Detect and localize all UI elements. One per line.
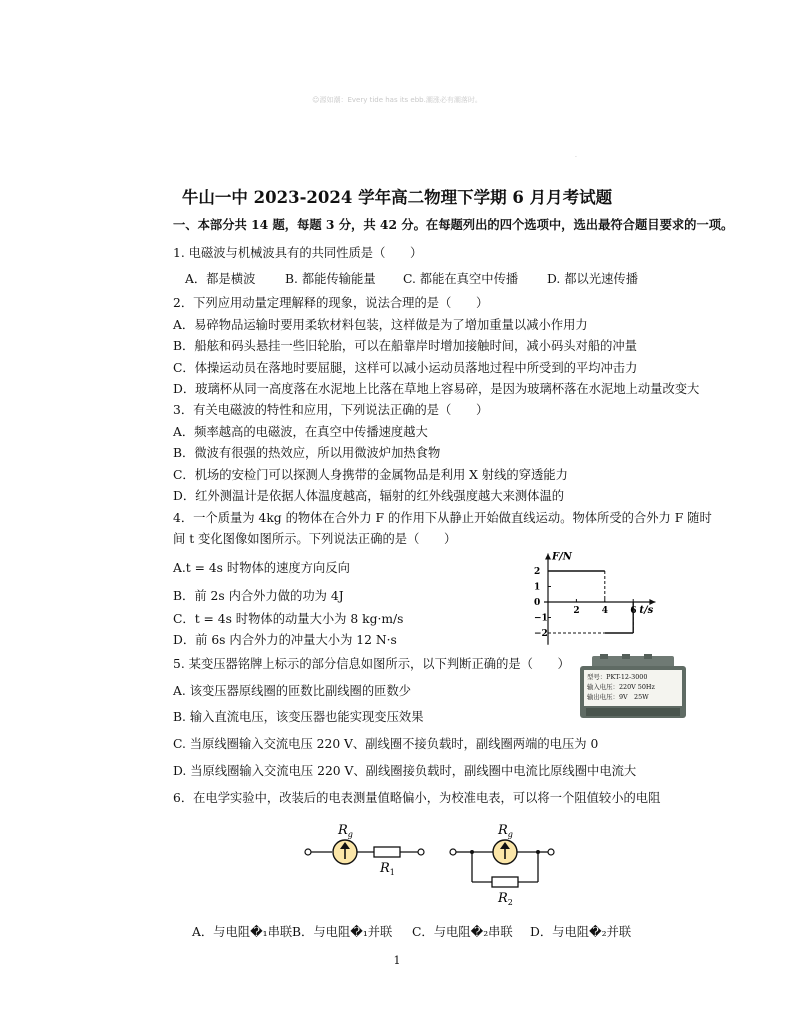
- q2-option-d: D．玻璃杯从同一高度落在水泥地上比落在草地上容易碎，是因为玻璃杯落在水泥地上动量改变大: [173, 382, 700, 396]
- parallel-circuit-diagram: [448, 818, 558, 910]
- x-axis-label: t/s: [639, 605, 654, 616]
- q1-stem: 1. 电磁波与机械波具有的共同性质是（ ）: [173, 246, 423, 260]
- svg-text:Rg: [337, 823, 353, 839]
- terminal-right: [548, 849, 554, 855]
- transformer-nameplate-image: [578, 654, 688, 720]
- y-tick-label-2: 0: [534, 598, 541, 608]
- q1-option-d: D. 都以光速传播: [547, 272, 639, 286]
- section-heading: 一、本部分共 14 题，每题 3 分，共 42 分。在每题列出的四个选项中，选出最符合题目要求的一项。: [173, 217, 734, 232]
- stray-dot: .: [575, 152, 577, 159]
- q2-stem: 2．下列应用动量定理解释的现象，说法合理的是（ ）: [173, 296, 489, 310]
- q6-option-d: D．与电阻�₂并联: [530, 925, 632, 939]
- y-tick-label-1: 1: [534, 582, 541, 593]
- q2-option-a: A．易碎物品运输时要用柔软材料包装，这样做是为了增加重量以减小作用力: [173, 318, 588, 332]
- q6-option-a: A．与电阻�₁串联: [192, 925, 293, 939]
- nameplate-input: 输入电压：220V 50Hz: [587, 683, 655, 691]
- y-axis-label: F/N: [552, 551, 572, 563]
- label-rg-sub: g: [507, 830, 513, 839]
- q5-option-a: A. 该变压器原线圈的匝数比副线圈的匝数少: [173, 684, 412, 698]
- q1-option-a: A．都是横波: [185, 272, 256, 286]
- label-r1: R: [380, 861, 390, 876]
- label-rg: R: [498, 823, 508, 838]
- q4-option-a: A.t = 4s 时物体的速度方向反向: [173, 561, 350, 575]
- label-rg-sub: g: [347, 830, 353, 839]
- q6-stem: 6．在电学实验中，改装后的电表测量值略偏小，为校准电表，可以将一个阻值较小的电阻: [173, 791, 661, 805]
- q3-stem: 3．有关电磁波的特性和应用，下列说法正确的是（ ）: [173, 403, 489, 417]
- x-tick-label-4: 4: [601, 606, 609, 616]
- q4-option-b: B．前 2s 内合外力做的功为 4J: [173, 589, 344, 603]
- q4-stem-line2: 间 t 变化图像如图所示。下列说法正确的是（ ）: [173, 532, 457, 546]
- y-axis-arrow: [545, 554, 551, 560]
- svg-text:Rg: [497, 823, 513, 839]
- force-time-graph: [534, 540, 684, 648]
- label-r2: R: [498, 891, 508, 906]
- exam-title: 牛山一中 2023-2024 学年高二物理下学期 6 月月考试题: [181, 188, 613, 207]
- q3-option-a: A．频率越高的电磁波，在真空中传播速度越大: [173, 425, 428, 439]
- q1-option-b: B. 都能传输能量: [285, 272, 376, 286]
- y-tick-label-4: −2: [534, 629, 548, 639]
- page-number: 1: [393, 954, 401, 967]
- label-r2-sub: 2: [507, 898, 513, 907]
- q6-option-c: C．与电阻�₂串联: [412, 925, 513, 939]
- label-r1-sub: 1: [389, 868, 395, 877]
- nameplate-model: 型号：PKT-12-3000: [587, 673, 648, 681]
- q5-option-d: D. 当原线圈输入交流电压 220 V、副线圈接负载时，副线圈中电流比原线圈中电流大: [173, 764, 637, 778]
- svg-text:R2: [497, 891, 513, 907]
- resistor-r1: [374, 847, 400, 857]
- q6-option-b: B．与电阻�₁并联: [292, 925, 393, 939]
- watermark-text: ☺源如潮：Every tide has its ebb.潮涨必有潮落时。: [312, 96, 482, 104]
- series-circuit-diagram: [300, 818, 430, 878]
- q3-option-d: D．红外测温计是依据人体温度越高，辐射的红外线强度越大来测体温的: [173, 489, 565, 503]
- nameplate-output: 输出电压：9V 25W: [587, 693, 649, 701]
- q4-option-c: C．t = 4s 时物体的动量大小为 8 kg·m/s: [173, 612, 404, 626]
- q1-option-c: C. 都能在真空中传播: [403, 272, 519, 286]
- q2-option-c: C．体操运动员在落地时要屈腿，这样可以减小运动员落地过程中所受到的平均冲击力: [173, 361, 638, 375]
- q4-option-d: D．前 6s 内合外力的冲量大小为 12 N·s: [173, 633, 397, 647]
- x-tick-label-2: 2: [573, 606, 580, 616]
- terminal-right: [418, 849, 424, 855]
- q4-stem-line1: 4．一个质量为 4kg 的物体在合外力 F 的作用下从静止开始做直线运动。物体所受的合外力 F 随时: [173, 511, 712, 525]
- q5-option-c: C. 当原线圈输入交流电压 220 V、副线圈不接负载时，副线圈两端的电压为 0: [173, 737, 599, 751]
- terminal-left: [305, 849, 311, 855]
- q3-option-b: B．微波有很强的热效应，所以用微波炉加热食物: [173, 446, 441, 460]
- q5-stem: 5. 某变压器铭牌上标示的部分信息如图所示，以下判断正确的是（ ）: [173, 657, 570, 671]
- x-tick-label-6: 6: [630, 606, 637, 616]
- q2-option-b: B．船舷和码头悬挂一些旧轮胎，可以在船靠岸时增加接触时间，减小码头对船的冲量: [173, 339, 638, 353]
- label-rg: R: [338, 823, 348, 838]
- terminal-left: [450, 849, 456, 855]
- q3-option-c: C．机场的安检门可以探测人身携带的金属物品是利用 X 射线的穿透能力: [173, 468, 568, 482]
- svg-text:R1: [379, 861, 395, 877]
- q5-option-b: B. 输入直流电压，该变压器也能实现变压效果: [173, 710, 424, 724]
- y-tick-label-0: 2: [534, 567, 541, 577]
- y-tick-label-3: −1: [534, 613, 548, 624]
- resistor-r2: [492, 877, 518, 887]
